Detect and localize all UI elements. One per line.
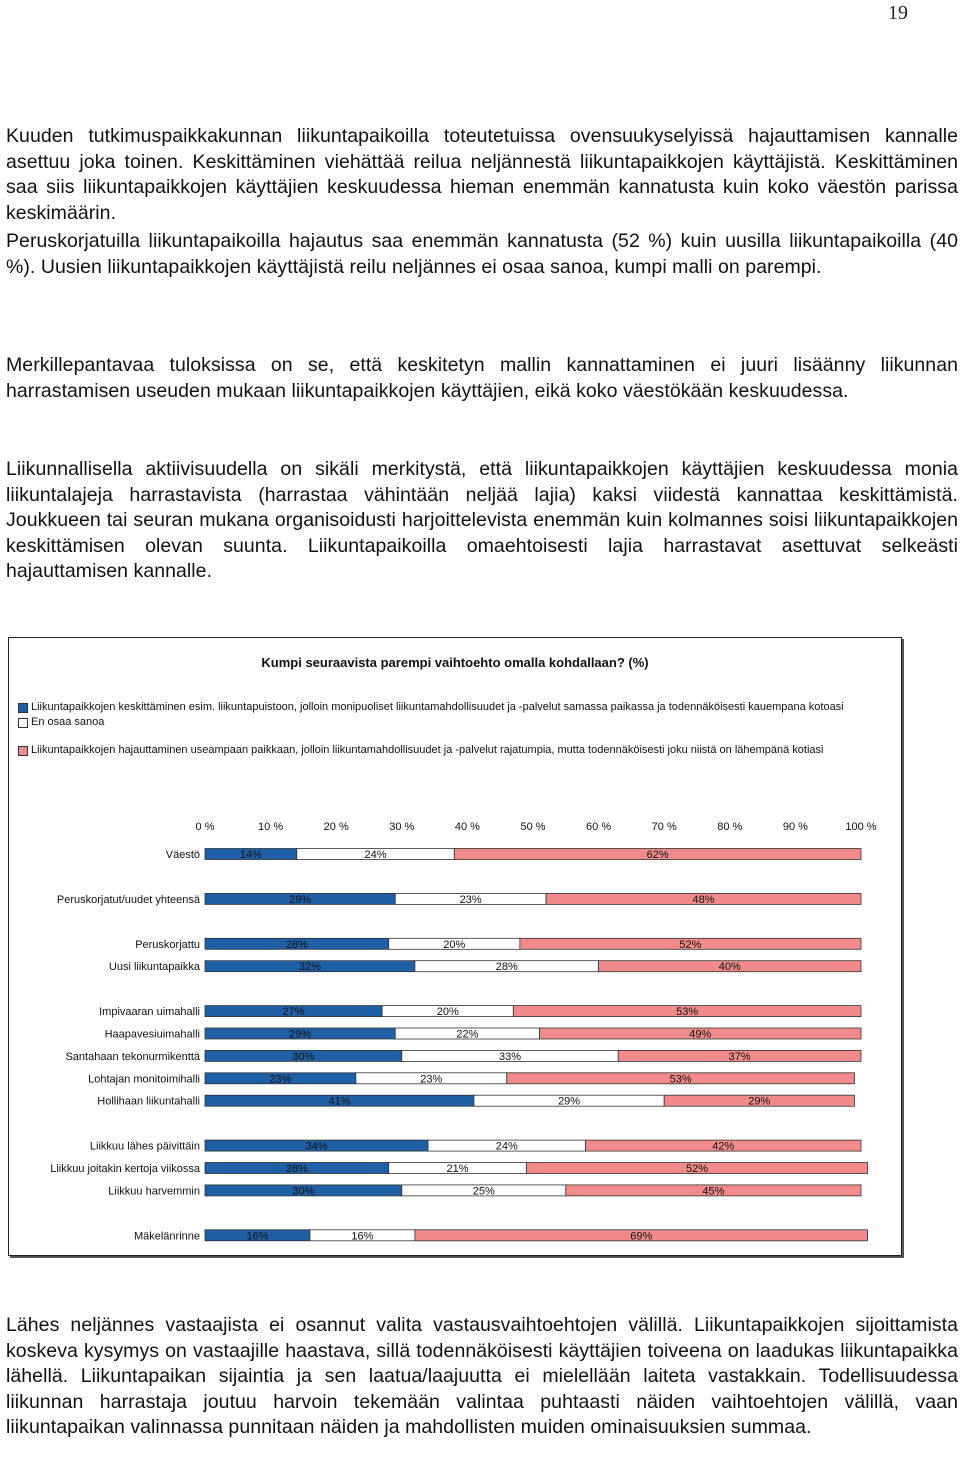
x-tick-label: 30 % xyxy=(389,821,415,833)
paragraph-3: Merkillepantavaa tuloksissa on se, että keskitetyn mallin kannattaminen ei juuri lisäänny liikunnan harrastamisen useuden mukaan liikuntapaikkojen käyttäjien, eikä koko väestökään keskuudessa. xyxy=(6,354,958,402)
page-number: 19 xyxy=(888,2,908,24)
data-label: 42% xyxy=(712,1140,735,1153)
category-label: Peruskorjattu xyxy=(135,938,200,951)
data-label: 33% xyxy=(499,1050,522,1063)
data-label: 34% xyxy=(305,1140,328,1153)
category-label: Santahaan tekonurmikenttä xyxy=(65,1050,200,1063)
x-tick-label: 80 % xyxy=(717,821,743,833)
x-tick-label: 0 % xyxy=(195,821,215,833)
category-label: Mäkelänrinne xyxy=(133,1230,200,1243)
chart-title: Kumpi seuraavista parempi vaihtoehto omalla kohdallaan? (%) xyxy=(261,655,649,670)
data-label: 14% xyxy=(239,849,262,861)
data-label: 40% xyxy=(718,961,741,974)
category-label: Väestö xyxy=(165,849,200,861)
data-label: 48% xyxy=(692,893,715,906)
data-label: 53% xyxy=(676,1006,699,1019)
data-label: 24% xyxy=(364,849,387,861)
data-label: 28% xyxy=(495,961,518,974)
x-tick-label: 100 % xyxy=(845,821,877,833)
data-label: 52% xyxy=(685,1163,709,1175)
stacked-bar-chart xyxy=(8,637,902,1256)
legend-label: En osaa sanoa xyxy=(31,716,105,728)
data-label: 22% xyxy=(456,1028,479,1041)
data-label: 16% xyxy=(246,1230,269,1243)
category-label: Haapavesiuimahalli xyxy=(104,1028,200,1041)
chart-plot-area xyxy=(9,638,901,1255)
data-label: 20% xyxy=(443,938,466,951)
category-label: Liikkuu joitakin kertoja viikossa xyxy=(50,1163,200,1175)
category-label: Liikkuu lähes päivittäin xyxy=(89,1140,200,1153)
data-label: 23% xyxy=(459,893,482,906)
paragraph-2: Peruskorjatuilla liikuntapaikoilla hajautus saa enemmän kannatusta (52 %) kuin uusilla liikuntapaikoilla (40 %). Uusien liikuntapaikkojen käyttäjistä reilu neljännes ei osaa sanoa, kumpi malli on parempi. xyxy=(6,230,958,278)
data-label: 29% xyxy=(289,893,312,906)
data-label: 23% xyxy=(420,1073,443,1086)
category-label: Lohtajan monitoimihalli xyxy=(88,1073,200,1086)
x-tick-label: 50 % xyxy=(520,821,546,833)
data-label: 30% xyxy=(292,1050,315,1063)
legend-label: Liikuntapaikkojen hajauttaminen useampaan paikkaan, jolloin liikuntamahdollisuudet ja -palvelut rajatumpia, mutta todennäköisesti joku niistä on lähempänä kotiasi xyxy=(31,744,824,756)
data-label: 45% xyxy=(702,1185,725,1198)
data-label: 25% xyxy=(472,1185,495,1198)
data-label: 24% xyxy=(495,1140,518,1153)
paragraph-4: Liikunnallisella aktiivisuudella on sikäli merkitystä, että liikuntapaikkojen käyttäjien keskuudessa monia liikuntalajeja harrastavista (harrastaa vähintään neljää lajia) kaksi viidestä kannattaa keskittämistä. Joukkueen tai seuran mukana organisoidusti harjoittelevista enemmän kuin kolmannes soisi liikuntapaikkojen keskittämisen olevan suunta. Liikuntapaikoilla omaehtoisesti lajia harrastavat asettuvat selkeästi hajauttamisen kannalle. xyxy=(6,458,958,582)
category-label: Uusi liikuntapaikka xyxy=(108,961,200,974)
x-tick-label: 70 % xyxy=(651,821,677,833)
category-label: Hollihaan liikuntahalli xyxy=(97,1095,200,1108)
x-tick-label: 40 % xyxy=(454,821,480,833)
x-tick-label: 20 % xyxy=(323,821,349,833)
data-label: 29% xyxy=(748,1095,771,1108)
data-label: 20% xyxy=(436,1006,459,1019)
data-label: 49% xyxy=(689,1028,712,1041)
data-label: 21% xyxy=(446,1163,469,1175)
data-label: 27% xyxy=(282,1006,305,1019)
legend-label: Liikuntapaikkojen keskittäminen esim. liikuntapuistoon, jolloin monipuoliset liikuntamahdollisuudet ja -palvelut samassa paikassa ja todennäköisesti kauempana kotoasi xyxy=(31,701,844,713)
data-label: 30% xyxy=(292,1185,315,1198)
data-label: 69% xyxy=(630,1230,653,1243)
paragraph-5: Lähes neljännes vastaajista ei osannut valita vastausvaihtoehtojen välillä. Liikuntapaikkojen sijoittamista koskeva kysymys on vastaajille haastava, sillä todennäköisesti käyttäjien toiveena on laadukas liikuntapaikka lähellä. Liikuntapaikan sijaintia ja sen laatua/laajuutta ei mielellään laiteta vastakkain. Todellisuudessa liikunnan harrastaja joutuu harvoin tekemään valintaa puhtaasti näiden vaihtoehtojen välillä, vaan liikuntapaikan valinnassa punnitaan näiden ja mahdollisten muiden ominaisuuksien summaa. xyxy=(6,1314,958,1438)
data-label: 41% xyxy=(328,1095,351,1108)
data-label: 53% xyxy=(669,1073,692,1086)
data-label: 28% xyxy=(285,1163,308,1175)
category-label: Peruskorjatut/uudet yhteensä xyxy=(56,893,200,906)
x-tick-label: 90 % xyxy=(782,821,808,833)
data-label: 29% xyxy=(289,1028,312,1041)
x-tick-label: 60 % xyxy=(586,821,612,833)
data-label: 28% xyxy=(285,938,308,951)
x-tick-label: 10 % xyxy=(258,821,284,833)
category-label: Impivaaran uimahalli xyxy=(99,1006,200,1019)
data-label: 62% xyxy=(646,849,669,861)
category-label: Liikkuu harvemmin xyxy=(108,1185,200,1198)
data-label: 32% xyxy=(298,961,321,974)
data-label: 37% xyxy=(728,1050,751,1063)
data-label: 52% xyxy=(679,938,702,951)
data-label: 16% xyxy=(351,1230,374,1243)
data-label: 23% xyxy=(269,1073,292,1086)
data-label: 29% xyxy=(558,1095,581,1108)
paragraph-1: Kuuden tutkimuspaikkakunnan liikuntapaikoilla toteutetuissa ovensuukyselyissä hajauttamisen kannalle asettuu joka toinen. Keskittäminen viehättää reilua neljännestä liikuntapaikkojen käyttäjistä. Keskittäminen saa siis liikuntapaikkojen käyttäjien keskuudessa hieman enemmän kannatusta kuin koko väestön parissa keskimäärin. xyxy=(6,125,958,224)
